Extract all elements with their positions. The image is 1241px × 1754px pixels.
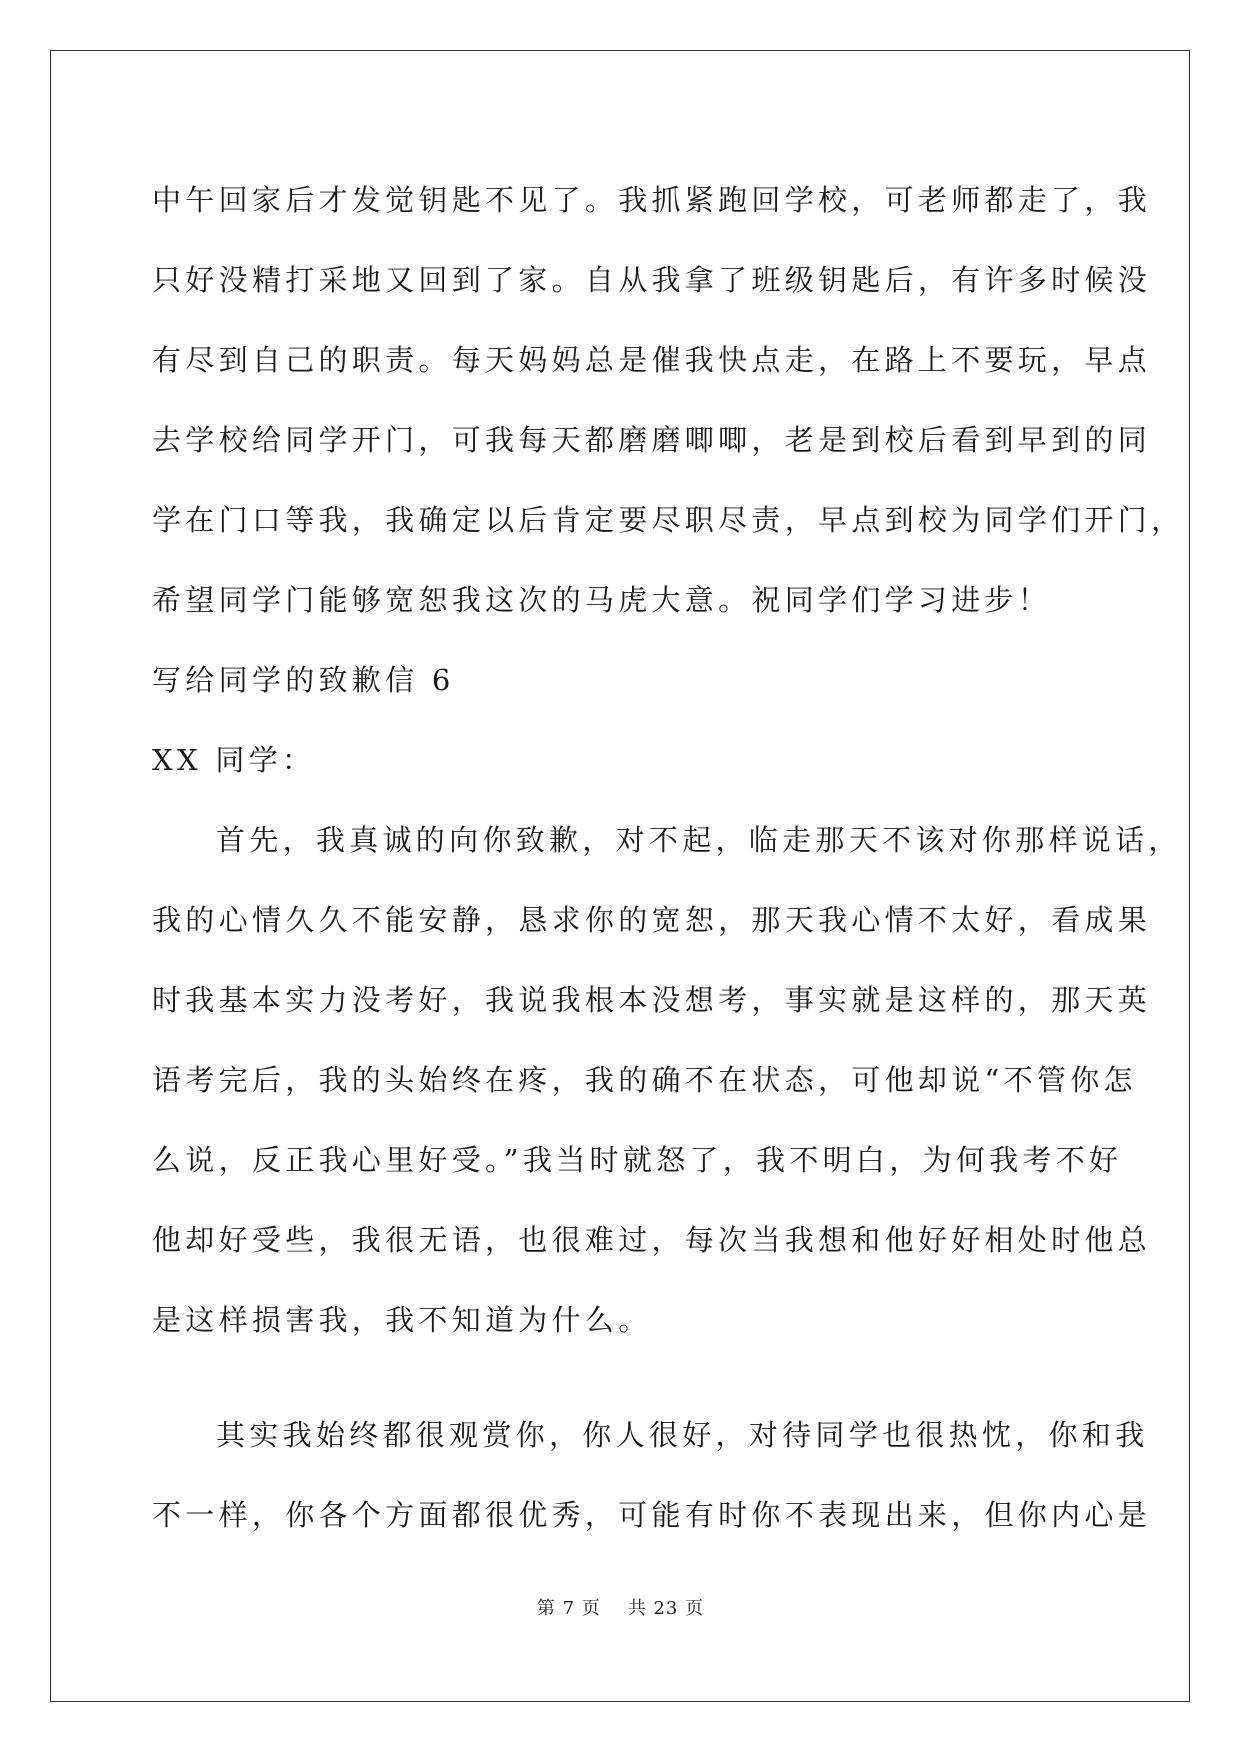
- salutation: XX 同学：: [152, 743, 316, 777]
- page-number: 第 7 页: [536, 1598, 601, 1619]
- page-footer: [0, 1594, 1241, 1620]
- text-line: 是这样损害我，我不知道为什么。: [152, 1303, 652, 1337]
- text-line: 语考完后，我的头始终在疼，我的确不在状态，可他却说“不管你怎: [152, 1063, 1137, 1097]
- text-line: 时我基本实力没考好，我说我根本没想考，事实就是这样的，那天英: [152, 983, 1152, 1017]
- text-line: 么说，反正我心里好受。”我当时就怒了，我不明白，为何我考不好: [152, 1143, 1123, 1177]
- text-line: 首先，我真诚的向你致歉，对不起，临走那天不该对你那样说话，: [216, 823, 1182, 857]
- text-line: 我的心情久久不能安静，恳求你的宽恕，那天我心情不太好，看成果: [152, 903, 1152, 937]
- text-line: 学在门口等我，我确定以后肯定要尽职尽责，早点到校为同学们开门，: [152, 503, 1185, 537]
- page-total: 共 23 页: [627, 1598, 705, 1619]
- text-line: 去学校给同学开门，可我每天都磨磨唧唧，老是到校后看到早到的同: [152, 423, 1152, 457]
- letter-heading: 写给同学的致歉信 6: [152, 663, 455, 697]
- paragraph-gap: [152, 1360, 1092, 1395]
- text-line: 只好没精打采地又回到了家。自从我拿了班级钥匙后，有许多时候没: [152, 263, 1152, 297]
- text-line: 中午回家后才发觉钥匙不见了。我抓紧跑回学校，可老师都走了，我: [152, 183, 1152, 217]
- text-line: 他却好受些，我很无语，也很难过，每次当我想和他好好相处时他总: [152, 1223, 1152, 1257]
- text-line: 希望同学门能够宽恕我这次的马虎大意。祝同学们学习进步！: [152, 583, 1052, 617]
- document-body: [152, 160, 1185, 1555]
- text-line: 其实我始终都很观赏你，你人很好，对待同学也很热忱，你和我: [216, 1418, 1149, 1452]
- text-line: 有尽到自己的职责。每天妈妈总是催我快点走，在路上不要玩，早点: [152, 343, 1152, 377]
- text-line: 不一样，你各个方面都很优秀，可能有时你不表现出来，但你内心是: [152, 1498, 1152, 1532]
